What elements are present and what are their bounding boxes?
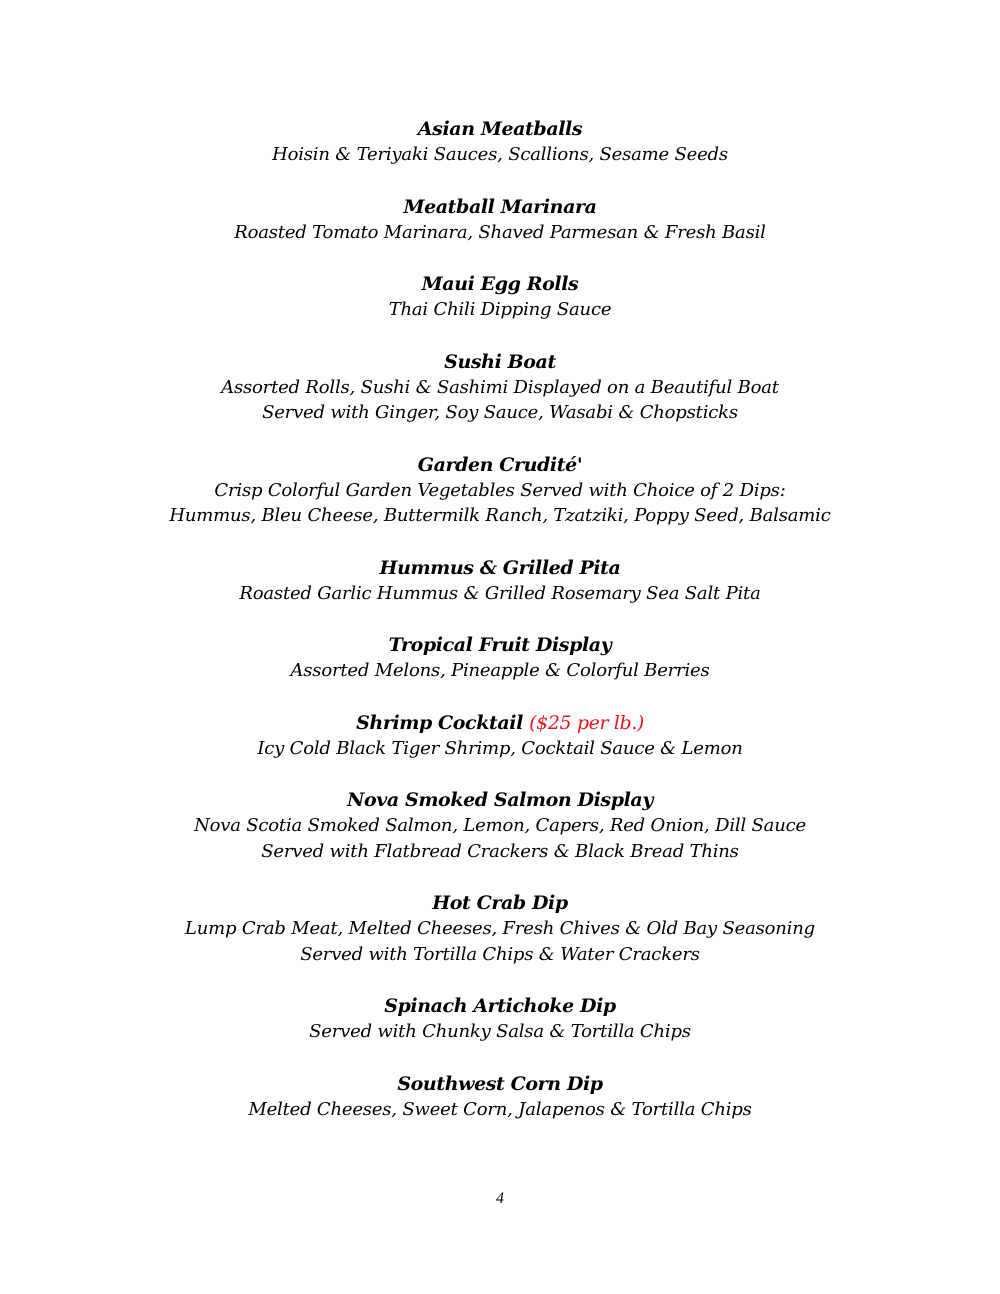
item-title-text: Southwest Corn Dip: [397, 1072, 603, 1095]
item-description: Nova Scotia Smoked Salmon, Lemon, Capers, Red Onion, Dill Sauce: [194, 815, 806, 836]
item-title-text: Garden Crudité': [417, 453, 583, 476]
item-title: [0, 632, 1000, 658]
item-title-text: Nova Smoked Salmon Display: [347, 789, 653, 811]
item-description: Roasted Garlic Hummus & Grilled Rosemary Sea Salt Pita: [239, 582, 761, 604]
menu-item-hot-crab-dip: [0, 890, 1000, 967]
item-title-text: Sushi Boat: [444, 350, 556, 373]
item-description: Thai Chili Dipping Sauce: [388, 299, 612, 320]
item-title: [0, 993, 1000, 1019]
item-description: Melted Cheeses, Sweet Corn, Jalapenos & Tortilla Chips: [248, 1098, 752, 1120]
menu-item-hummus-grilled-pita: [0, 555, 1000, 607]
item-title-text: Spinach Artichoke Dip: [384, 995, 616, 1017]
item-title-text: Shrimp Cocktail: [356, 711, 523, 734]
item-title: [0, 194, 1000, 220]
item-title-text: Maui Egg Rolls: [421, 273, 579, 295]
item-description: Served with Flatbread Crackers & Black Bread Thins: [261, 840, 739, 862]
price-note: ($25 per lb.): [529, 711, 644, 734]
item-title: [0, 710, 1000, 736]
item-description: Crisp Colorful Garden Vegetables Served with Choice of 2 Dips:: [214, 479, 786, 501]
item-title-text: Hot Crab Dip: [432, 892, 568, 914]
item-description: Icy Cold Black Tiger Shrimp, Cocktail Sauce & Lemon: [257, 737, 743, 759]
menu-item-garden-crudite: [0, 452, 1000, 529]
item-title: [0, 1071, 1000, 1097]
item-description: Hoisin & Teriyaki Sauces, Scallions, Sesame Seeds: [272, 144, 728, 165]
item-title: [0, 271, 1000, 297]
page-number: 4: [496, 1190, 504, 1207]
item-title-text: Asian Meatballs: [417, 118, 583, 140]
item-title-text: Hummus & Grilled Pita: [379, 556, 621, 579]
item-description: Assorted Melons, Pineapple & Colorful Berries: [290, 660, 710, 681]
item-title: [0, 116, 1000, 142]
item-title: [0, 349, 1000, 375]
menu-list: [0, 116, 1000, 1148]
item-title: [0, 787, 1000, 813]
item-title-text: Meatball Marinara: [403, 195, 597, 218]
item-description: Served with Tortilla Chips & Water Crackers: [300, 943, 700, 965]
item-description: Assorted Rolls, Sushi & Sashimi Displayed on a Beautiful Boat: [221, 376, 779, 398]
menu-item-meatball-marinara: [0, 194, 1000, 246]
menu-item-spinach-artichoke-dip: [0, 993, 1000, 1045]
menu-item-maui-egg-rolls: [0, 271, 1000, 323]
menu-item-asian-meatballs: [0, 116, 1000, 168]
item-description: Served with Ginger, Soy Sauce, Wasabi & Chopsticks: [262, 402, 738, 423]
menu-item-southwest-corn-dip: [0, 1071, 1000, 1123]
item-title: [0, 555, 1000, 581]
item-title-text: Tropical Fruit Display: [388, 634, 612, 656]
item-description: Hummus, Bleu Cheese, Buttermilk Ranch, Tzatziki, Poppy Seed, Balsamic: [169, 505, 831, 526]
menu-item-nova-smoked-salmon-display: [0, 787, 1000, 864]
menu-item-shrimp-cocktail: [0, 710, 1000, 762]
item-description: Served with Chunky Salsa & Tortilla Chips: [309, 1021, 691, 1042]
item-title: [0, 452, 1000, 478]
item-title: [0, 890, 1000, 916]
menu-item-sushi-boat: [0, 349, 1000, 426]
item-description: Lump Crab Meat, Melted Cheeses, Fresh Chives & Old Bay Seasoning: [185, 918, 815, 939]
menu-item-tropical-fruit-display: [0, 632, 1000, 684]
item-description: Roasted Tomato Marinara, Shaved Parmesan & Fresh Basil: [234, 221, 766, 243]
